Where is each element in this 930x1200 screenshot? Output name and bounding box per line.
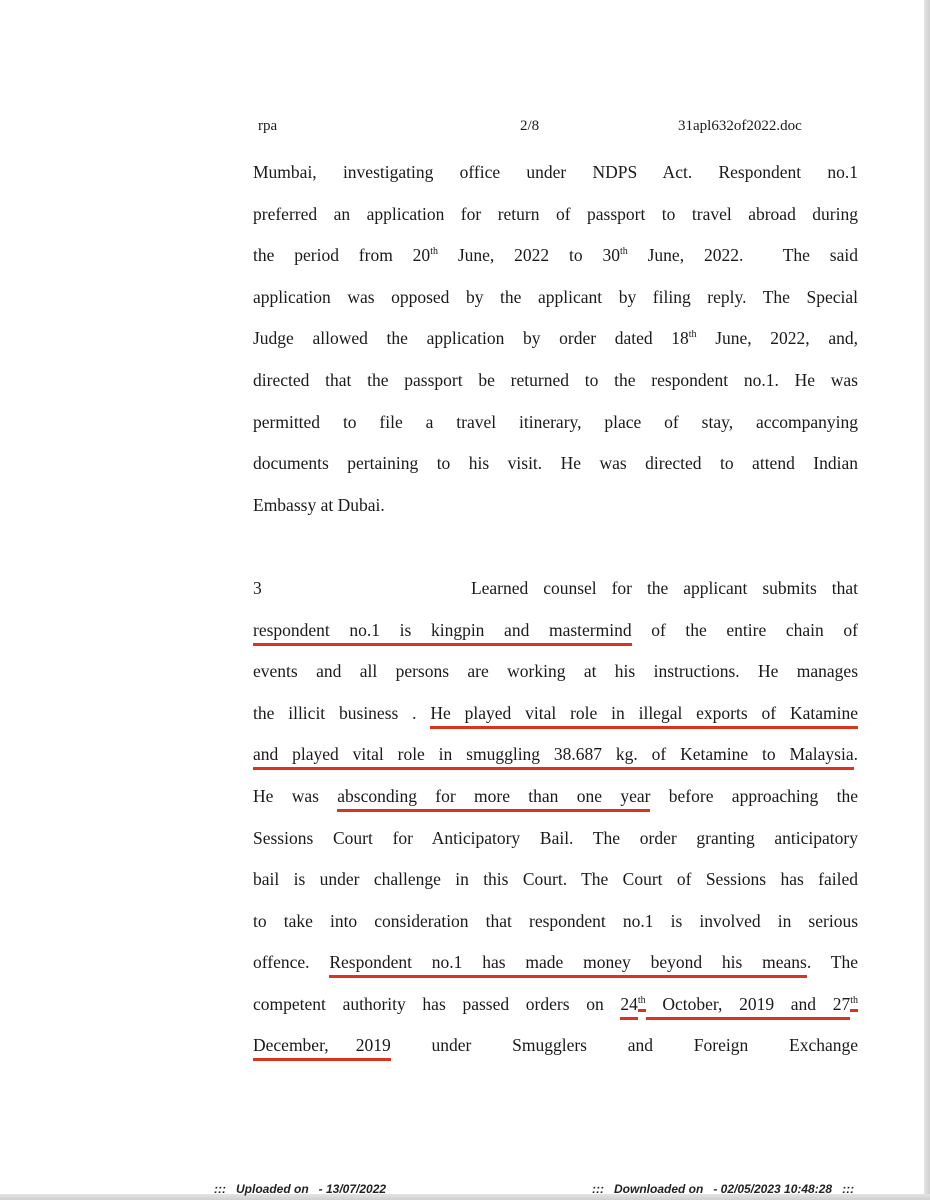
text-line xyxy=(253,1028,858,1070)
paragraph-gap xyxy=(253,529,858,571)
text-segment: Sessions Court for Anticipatory Bail. The order granting anticipatory xyxy=(253,827,858,848)
text-line xyxy=(253,696,858,738)
text-line xyxy=(253,654,858,696)
footer-downloaded: ::: Downloaded on - 02/05/2023 10:48:28 ::: xyxy=(592,1182,855,1196)
text-segment: June, 2022 to 30 xyxy=(437,245,620,266)
underlined-text: 24 xyxy=(620,994,638,1020)
text-line xyxy=(253,987,858,1029)
text-line xyxy=(253,280,858,322)
text-segment: before approaching the xyxy=(650,785,858,806)
text-line xyxy=(253,571,858,613)
superscript: th xyxy=(638,995,646,1012)
underlined-text: Respondent no.1 has made money beyond his means xyxy=(329,952,807,978)
page-number: 2/8 xyxy=(520,118,540,134)
text-segment: 3 Learned counsel for the applicant submits that xyxy=(253,577,858,598)
underlined-text: and played vital role in smuggling 38.687 kg. of Ketamine to Malaysia xyxy=(253,744,854,770)
underlined-text: December, 2019 xyxy=(253,1035,391,1061)
text-segment: events and all persons are working at his instructions. He manages xyxy=(253,661,858,682)
text-segment: . The xyxy=(806,952,858,973)
document-filename: 31apl632of2022.doc xyxy=(678,118,802,134)
text-line xyxy=(253,904,858,946)
footer-uploaded: ::: Uploaded on - 13/07/2022 xyxy=(214,1182,387,1196)
paragraph xyxy=(253,571,858,1070)
underlined-text: absconding for more than one year xyxy=(337,786,650,812)
header-initials: rpa xyxy=(258,118,278,134)
text-segment: offence. xyxy=(253,952,330,973)
text-segment: Mumbai, investigating office under NDPS Act. Respondent no.1 xyxy=(253,162,858,182)
text-line xyxy=(253,737,858,779)
superscript: th xyxy=(619,246,628,258)
text-segment: documents pertaining to his visit. He was directed to attend Indian xyxy=(253,453,858,474)
text-segment: directed that the passport be returned to the respondent no.1. He was xyxy=(253,369,858,390)
text-segment: . xyxy=(853,744,858,765)
text-segment: He was xyxy=(253,785,338,806)
text-segment: under Smugglers and Foreign Exchange xyxy=(390,1035,858,1056)
text-segment: bail is under challenge in this Court. The Court of Sessions has failed xyxy=(253,869,858,890)
text-segment: June, 2022, and, xyxy=(696,328,858,349)
underlined-text: He played vital role in illegal exports of Katamine xyxy=(430,703,858,729)
paragraph xyxy=(253,155,858,529)
text-line xyxy=(253,321,858,363)
text-line xyxy=(253,821,858,863)
text-segment: June, 2022. The said xyxy=(627,245,858,266)
text-segment: of the entire chain of xyxy=(631,619,858,640)
document-body xyxy=(253,155,858,1070)
text-segment: the illicit business . xyxy=(253,702,431,723)
text-line xyxy=(253,363,858,405)
text-segment: application was opposed by the applicant by filing reply. The Special xyxy=(253,286,858,307)
text-line xyxy=(253,613,858,655)
text-line xyxy=(253,779,858,821)
text-segment: Judge allowed the application by order dated 18 xyxy=(253,328,689,349)
text-line xyxy=(253,405,858,447)
text-segment: competent authority has passed orders on xyxy=(253,993,621,1014)
page-edge-right xyxy=(924,0,930,1200)
underlined-text: October, 2019 and 27 xyxy=(646,994,851,1020)
text-line xyxy=(253,488,858,530)
text-line xyxy=(253,862,858,904)
text-segment: preferred an application for return of passport to travel abroad during xyxy=(253,203,858,224)
text-line xyxy=(253,197,858,239)
text-segment: permitted to file a travel itinerary, place of stay, accompanying xyxy=(253,411,858,432)
text-line xyxy=(253,238,858,280)
superscript: th xyxy=(850,995,858,1012)
superscript: th xyxy=(688,329,697,341)
text-segment: to take into consideration that respondent no.1 is involved in serious xyxy=(253,910,858,931)
text-line xyxy=(253,945,858,987)
text-line xyxy=(253,446,858,488)
text-segment: the period from 20 xyxy=(253,245,431,266)
underlined-text: respondent no.1 is kingpin and mastermind xyxy=(253,620,632,646)
text-segment: Embassy at Dubai. xyxy=(253,494,385,515)
superscript: th xyxy=(430,246,438,258)
text-line xyxy=(253,155,858,197)
